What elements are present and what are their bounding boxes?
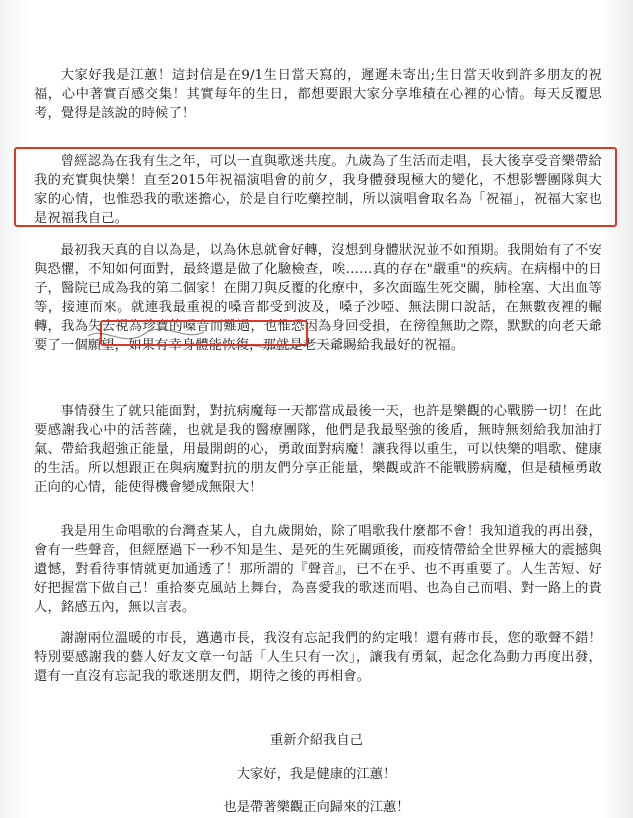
paragraph-thanks: 謝謝兩位溫暖的市長，邁邁市長，我沒有忘記我們的約定哦！還有蔣市長，您的歌聲不錯！特別要感謝我的藝人好友文章一句話「人生只有一次」，讓我有勇氣，起念化為動力再度出發，還有一直沒有忘記我的歌迷朋友們，期待之後的再相會。 [34, 631, 602, 684]
handwritten-scribble-mark [84, 296, 384, 366]
highlight-box-paragraph [14, 147, 617, 227]
closing-heading: 重新介紹我自己 [269, 733, 364, 748]
paragraph-health-change: 曾經認為在我有生之年，可以一直與歌迷共度。九歲為了生活而走唱，長大後享受音樂帶給我的充實與快樂！直至2015年祝福演唱會的前夕，我身體發現極大的變化，不想影響團隊與大家的心情，也惟恐我的歌迷擔心，於是自行吃藥控制，所以演唱會取名為「祝福」，祝福大家也是祝福我自己。 [34, 154, 602, 226]
closing-line-2: 也是帶著樂觀正向歸來的江蕙！ [223, 800, 410, 815]
paragraph-comeback: 我是用生命唱歌的台灣查某人，自九歲開始，除了唱歌我什麼都不會！我知道我的再出發，會有一些聲音，但經歷過下一秒不知是生、是死的生死關頭後，而疫情帶給全世界極大的震撼與遺憾，對看待事情就更加通透了！那所謂的『聲音』，已不在乎、也不再重要了。人生苦短、好好把握當下做自己！重拾麥克風站上舞台，為喜愛我的歌迷而唱、也為自己而唱、對一路上的貴人，銘感五內，無以言表。 [34, 524, 602, 615]
closing-line-1: 大家好，我是健康的江蕙！ [236, 767, 397, 782]
paragraph-recovery: 事情發生了就只能面對，對抗病魔每一天都當成最後一天，也許是樂觀的心戰勝一切！在此要感謝我心中的活菩薩，也就是我的醫療團隊，他們是我最堅強的後盾，無時無刻給我加油打氣、帶給我超強正能量，用最開朗的心，勇敢面對病魔！讓我得以重生，可以快樂的唱歌、健康的生活。所以想跟正在與病魔對抗的朋友們分享正能量，樂觀或許不能戰勝病魔，但是積極勇敢正向的心情，能使得機會變成無限大！ [34, 404, 602, 495]
paragraph-illness: 最初我天真的自以為是，以為休息就會好轉，沒想到身體狀況並不如預期。我開始有了不安與恐懼，不知如何面對，最終還是做了化驗檢查，唉……真的存在"嚴重"的疾病。在病榻中的日子，醫院已成為我的第二個家！在開刀與反覆的化療中，多次面臨生死交關，肺栓塞、大出血等等，接連而來。就連我最重視的嗓音都受到波及，嗓子沙啞、無法開口說話，在無數夜裡的輾轉，我為失去視為珍寶的嗓音而難過，也惟恐因為身回受損，在徬徨無助之際，默默的向老天爺要了一個願望，如果有幸身體能恢復，那就是老天爺賜給我最好的祝福。 [34, 243, 602, 353]
paragraph-intro: 大家好我是江蕙！這封信是在9/1生日當天寫的，遲遲未寄出;生日當天收到許多朋友的祝福，心中著實百感交集！其實每年的生日，都想要跟大家分享堆積在心裡的心情。每天反覆思考，覺得是該說的時候了！ [34, 68, 602, 121]
